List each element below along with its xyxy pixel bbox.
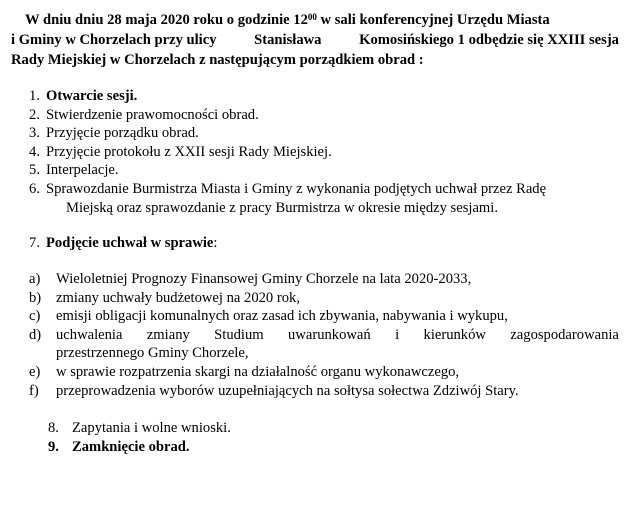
resolution-text: Wieloletniej Prognozy Finansowej Gminy Chorzele na lata 2020-2033, [56, 271, 472, 287]
agenda-text: Zapytania i wolne wnioski. [72, 420, 231, 436]
resolution-c [29, 307, 508, 326]
agenda-item-1 [20, 87, 137, 106]
agenda-item-6 [20, 180, 546, 199]
time-superscript: 00 [307, 12, 317, 22]
agenda-number: 6. [29, 181, 40, 197]
resolution-word: Studium [214, 327, 264, 343]
resolution-letter: e) [29, 364, 41, 380]
agenda-item-7 [20, 234, 217, 253]
intro-line-1 [11, 10, 619, 30]
agenda-number: 8. [48, 420, 59, 436]
agenda-text: Przyjęcie protokołu z XXII sesji Rady Miejskiej. [46, 144, 332, 160]
intro-line-2-b: Stanisława [254, 32, 322, 48]
agenda-number: 3. [29, 125, 40, 141]
intro-line-2 [11, 30, 619, 50]
resolution-text: emisji obligacji komunalnych oraz zasad ich zbywania, nabywania i wykupu, [56, 308, 508, 324]
intro-line-2-c: Komosińskiego 1 odbędzie się XXIII sesja [359, 32, 619, 48]
agenda-text: Otwarcie sesji. [46, 88, 138, 104]
resolution-letter: a) [29, 271, 41, 287]
agenda-item-2 [20, 106, 259, 125]
resolution-word: zagospodarowania [510, 327, 619, 343]
agenda-number: 2. [29, 107, 40, 123]
resolution-text: zmiany uchwały budżetowej na 2020 rok, [56, 290, 300, 306]
intro-line-3: Rady Miejskiej w Chorzelach z następującym porządkiem obrad : [11, 52, 424, 68]
resolution-word: uwarunkowań [288, 327, 371, 343]
agenda-item-6-continuation: Miejską oraz sprawozdanie z pracy Burmistrza w okresie między sesjami. [66, 200, 498, 216]
resolution-text: przeprowadzenia wyborów uzupełniających na sołtysa sołectwa Zdziwój Stary. [56, 383, 519, 399]
intro-line-1-tail: w sali konferencyjnej Urzędu Miasta [316, 12, 550, 28]
agenda-item-5 [20, 161, 119, 180]
agenda-number: 5. [29, 162, 40, 178]
agenda-item-8 [48, 419, 231, 438]
agenda-text: Sprawozdanie Burmistrza Miasta i Gminy z wykonania podjętych uchwał przez Radę [46, 181, 547, 197]
resolution-e [29, 363, 459, 382]
resolution-letter: c) [29, 308, 41, 324]
agenda-text: Zamknięcie obrad. [72, 439, 190, 455]
agenda-text: Przyjęcie porządku obrad. [46, 125, 199, 141]
resolution-word: uchwalenia [56, 327, 123, 343]
resolution-text: w sprawie rozpatrzenia skargi na działalność organu wykonawczego, [56, 364, 460, 380]
resolution-f [29, 382, 519, 401]
resolution-d-continuation: przestrzennego Gminy Chorzele, [56, 345, 249, 361]
resolution-word: zmiany [146, 327, 190, 343]
agenda-text: Stwierdzenie prawomocności obrad. [46, 107, 259, 123]
intro-paragraph [11, 10, 619, 70]
agenda-number: 7. [29, 235, 40, 251]
agenda-text: Interpelacje. [46, 162, 119, 178]
resolution-b [29, 289, 300, 308]
resolution-d [56, 326, 619, 345]
resolution-a [29, 270, 471, 289]
agenda-number: 1. [29, 88, 40, 104]
agenda-number: 4. [29, 144, 40, 160]
resolution-letter: b) [29, 290, 42, 306]
resolution-word: i [395, 327, 400, 343]
agenda-text: Podjęcie uchwał w sprawie [46, 235, 214, 251]
agenda-number: 9. [48, 439, 59, 455]
resolution-word: kierunków [423, 327, 486, 343]
resolution-letter: f) [29, 383, 39, 399]
resolution-d-letter: d) [29, 327, 42, 343]
intro-line-2-a: i Gminy w Chorzelach przy ulicy [11, 32, 217, 48]
agenda-item-9 [48, 438, 190, 457]
agenda-item-4 [20, 143, 332, 162]
agenda-item-3 [20, 124, 199, 143]
agenda-text-tail: : [213, 235, 218, 251]
intro-line-1-text: W dniu dniu 28 maja 2020 roku o godzinie 12 [25, 12, 308, 28]
